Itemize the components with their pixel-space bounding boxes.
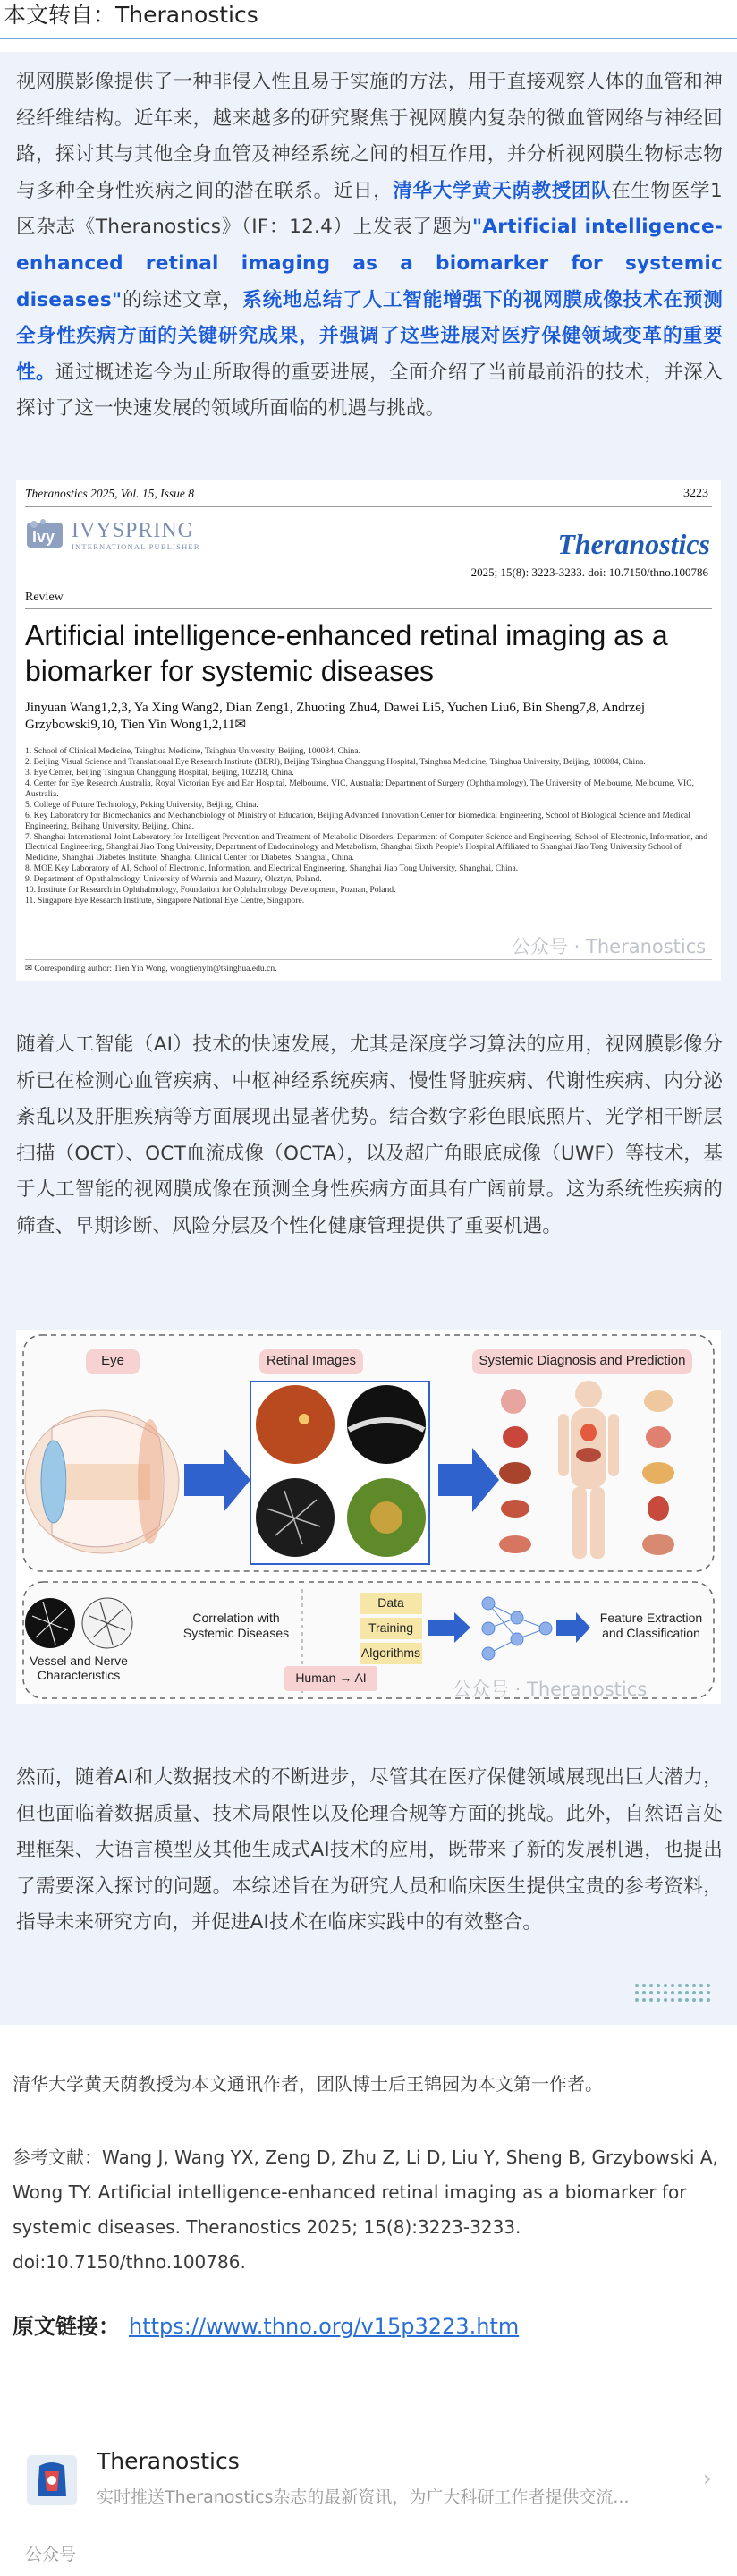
fig-label-human-ai: Human → AI [295,1671,367,1685]
fig-label-feature: Feature Extraction and Classification [599,1611,703,1640]
journal-line: Theranostics 2025, Vol. 15, Issue 8 [25,487,194,500]
affiliations [25,746,712,906]
affiliation: 11. Singapore Eye Research Institute, Singapore National Eye Centre, Singapore. [25,896,305,906]
citation: 2025; 15(8): 3223-3233. doi: 10.7150/thno.100786 [470,565,708,579]
watermark: 公众号 · Theranostics [453,1679,648,1700]
publisher-logo [25,517,231,555]
affiliation: 10. Institute for Research in Ophthalmology, Foundation for Ophthalmology Development, Poznan, Poland. [25,885,396,896]
page-number: 3223 [683,487,708,500]
affiliation: 8. MOE Key Laboratory of AI, School of Electronic, Information, and Electrical Engineering, Shanghai Jiao Tong University, Shanghai, China. [25,863,519,874]
account-avatar [27,2455,77,2505]
reprint-header: 本文转自：Theranostics [0,0,737,39]
fig-label-retinal-images: Retinal Images [266,1353,357,1368]
intro-paragraph [16,64,723,428]
paper-header-image [16,480,721,981]
affiliation: 4. Center for Eye Research Australia, Royal Victorian Eye and Ear Hospital, Melbourne, VIC, Australia; Department of Surgery (Ophthalmology), The University of Melbourne, Melbourne, VIC, Australia. [25,778,695,799]
decorative-dots-icon [633,1982,714,2007]
divider [25,608,712,609]
affiliation: 5. College of Future Technology, Peking University, Beijing, China. [25,799,258,810]
divider [25,506,712,507]
account-type-label: 公众号 [25,2545,77,2564]
affiliation: 2. Beijing Visual Science and Translational Eye Research Institute (BERI), Beijing Tsinghua Changgung Hospital, Tsinghua Medicine, Tsinghua University, Beijing, 100084, China. [25,757,646,768]
affiliation: 6. Key Laboratory for Biomechanics and Mechanobiology of Ministry of Education, Beijing Advanced Innovation Center for Biomedical Engineering, School of Biological Science and Medical Engineering, Beihang University, Beijing, China. [25,811,690,831]
fundus-photo-icon [256,1385,335,1464]
publisher-subtitle: INTERNATIONAL PUBLISHER [72,542,200,551]
origin-label: 原文链接： [13,2314,120,2339]
watermark: 公众号 · Theranostics [512,936,707,957]
body-paragraph-2: 随着人工智能（AI）技术的快速发展，尤其是深度学习算法的应用，视网膜影像分析已在检测心血管疾病、中枢神经系统疾病、慢性肾脏疾病、代谢性疾病、内分泌紊乱以及肝胆疾病等方面展现出显著优势。结合数字彩色眼底照片、光学相干断层扫描（OCT）、OCT血流成像（OCTA），以及超广角眼底成像（UWF）等技术，基于人工智能的视网膜成像在预测全身性疾病方面具有广阔前景。这为系统性疾病的筛查、早期诊断、风险分层及个性化健康管理提供了重要机遇。 [16,1033,723,1237]
origin-link[interactable]: https://www.thno.org/v15p3223.htm [129,2314,520,2339]
ivyspring-logo-icon [25,517,66,553]
reference: 参考文献：Wang J, Wang YX, Zeng D, Zhu Z, Li D, Liu Y, Sheng B, Grzybowski A, Wong TY. Artificial intelligence-enhanced retinal imaging as a biomarker for systemic diseases. Theranostics 2025; 15(8):3223-3233. doi:10.7150/thno.100786. [13,2147,718,2273]
affiliation: 9. Department of Ophthalmology, University of Warmia and Mazury, Olsztyn, Poland. [25,874,322,885]
fig-label-data: Data [377,1595,404,1610]
journal-logo: Theranostics [557,528,710,560]
fig-label-correlation: Correlation with Systemic Diseases [182,1611,290,1640]
intro-highlight-title: "Artificial intelligence-enhanced retinal imaging as a biomarker for systemic diseases" [16,216,723,311]
publisher-name: IVYSPRING [72,519,195,542]
paper-title: Artificial intelligence-enhanced retinal imaging as a biomarker for systemic diseases [25,619,668,687]
fig-label-algorithms: Algorithms [360,1645,421,1660]
graphical-abstract-figure [16,1330,721,1704]
intro-text-4: 通过概述迄今为止所取得的重要进展，全面介绍了当前最前沿的技术，并深入探讨了这一快速发展的领域所面临的机遇与挑战。 [16,361,723,421]
corresponding-author: ✉ Corresponding author: Tien Yin Wong, wongtienyin@tsinghua.edu.cn. [25,964,277,973]
affiliation: 3. Eye Center, Beijing Tsinghua Changgung Hospital, Beijing, 102218, China. [25,768,294,778]
section-label: Review [25,591,64,604]
chevron-right-icon: › [703,2466,712,2491]
fig-label-training: Training [368,1620,414,1635]
account-description: 实时推送Theranostics杂志的最新资讯，为广大科研工作者提供交流... [97,2487,630,2507]
intro-text-3: 的综述文章， [122,288,243,311]
theranostics-logo-icon [27,2455,77,2505]
eye-diagram-icon [25,1410,179,1553]
fig-label-vessel: Vessel and Nerve Characteristics [30,1654,128,1682]
account-name: Theranostics [97,2448,240,2474]
account-card[interactable] [0,2425,737,2523]
divider [25,959,712,960]
fig-label-eye: Eye [101,1353,124,1368]
svg-text:Ivy: Ivy [32,528,55,546]
body-paragraph-3: 然而，随着AI和大数据技术的不断进步，尽管其在医疗保健领域展现出巨大潜力，但也面临着数据质量、技术局限性以及伦理合规等方面的挑战。此外，自然语言处理框架、大语言模型及其他生成式AI技术的应用，既带来了新的发展机遇，也提出了需要深入探讨的问题。本综述旨在为研究人员和临床医生提供宝贵的参考资料，指导未来研究方向，并促进AI技术在临床实践中的有效整合。 [16,1766,723,1934]
authors-note: 清华大学黄天荫教授为本文通讯作者，团队博士后王锦园为本文第一作者。 [13,2073,603,2095]
paper-authors: Jinyuan Wang1,2,3, Ya Xing Wang2, Dian Zeng1, Zhuoting Zhu4, Dawei Li5, Yuchen Liu6, Bin Sheng7,8, Andrzej Grzybowski9,10, Tien Yin Wong1,2,11✉ [25,701,646,732]
affiliation: 1. School of Clinical Medicine, Tsinghua Medicine, Tsinghua University, Beijing, 100084, China. [25,746,360,756]
intro-highlight-team: 清华大学黄天荫教授团队 [393,179,612,202]
affiliation: 7. Shanghai International Joint Laboratory for Intelligent Prevention and Treatment of Metabolic Disorders, Department of Computer Science and Engineering, School of Electronic, Information, and Electrical Engineering, Shanghai Jiao Tong University, Department of Endocrinology and Metabolism, Shanghai Sixth People's Hospital Affiliated to Shanghai Jiao Tong University School of Medicine, Shanghai Diabetes Institute, Shanghai Clinical Center for Diabetes, Shanghai, China. [25,831,708,863]
intro-text-2: 在生物医学1区杂志《Theranostics》（IF：12.4）上发表了题为 [16,179,723,239]
intro-text-1: 视网膜影像提供了一种非侵入性且易于实施的方法，用于直接观察人体的血管和神经纤维结构。近年来，越来越多的研究聚焦于视网膜内复杂的微血管网络与神经回路，探讨其与其他全身血管及神经系统之间的相互作用，并分析视网膜生物标志物与多种全身性疾病之间的潜在联系。近日， [16,71,723,202]
origin-link-row [13,2310,519,2342]
intro-highlight-summary: 系统地总结了人工智能增强下的视网膜成像技术在预测全身性疾病方面的关键研究成果，并强调了这些进展对医疗保健领域变革的重要性。 [16,288,724,384]
fig-label-systemic: Systemic Diagnosis and Prediction [479,1353,686,1368]
